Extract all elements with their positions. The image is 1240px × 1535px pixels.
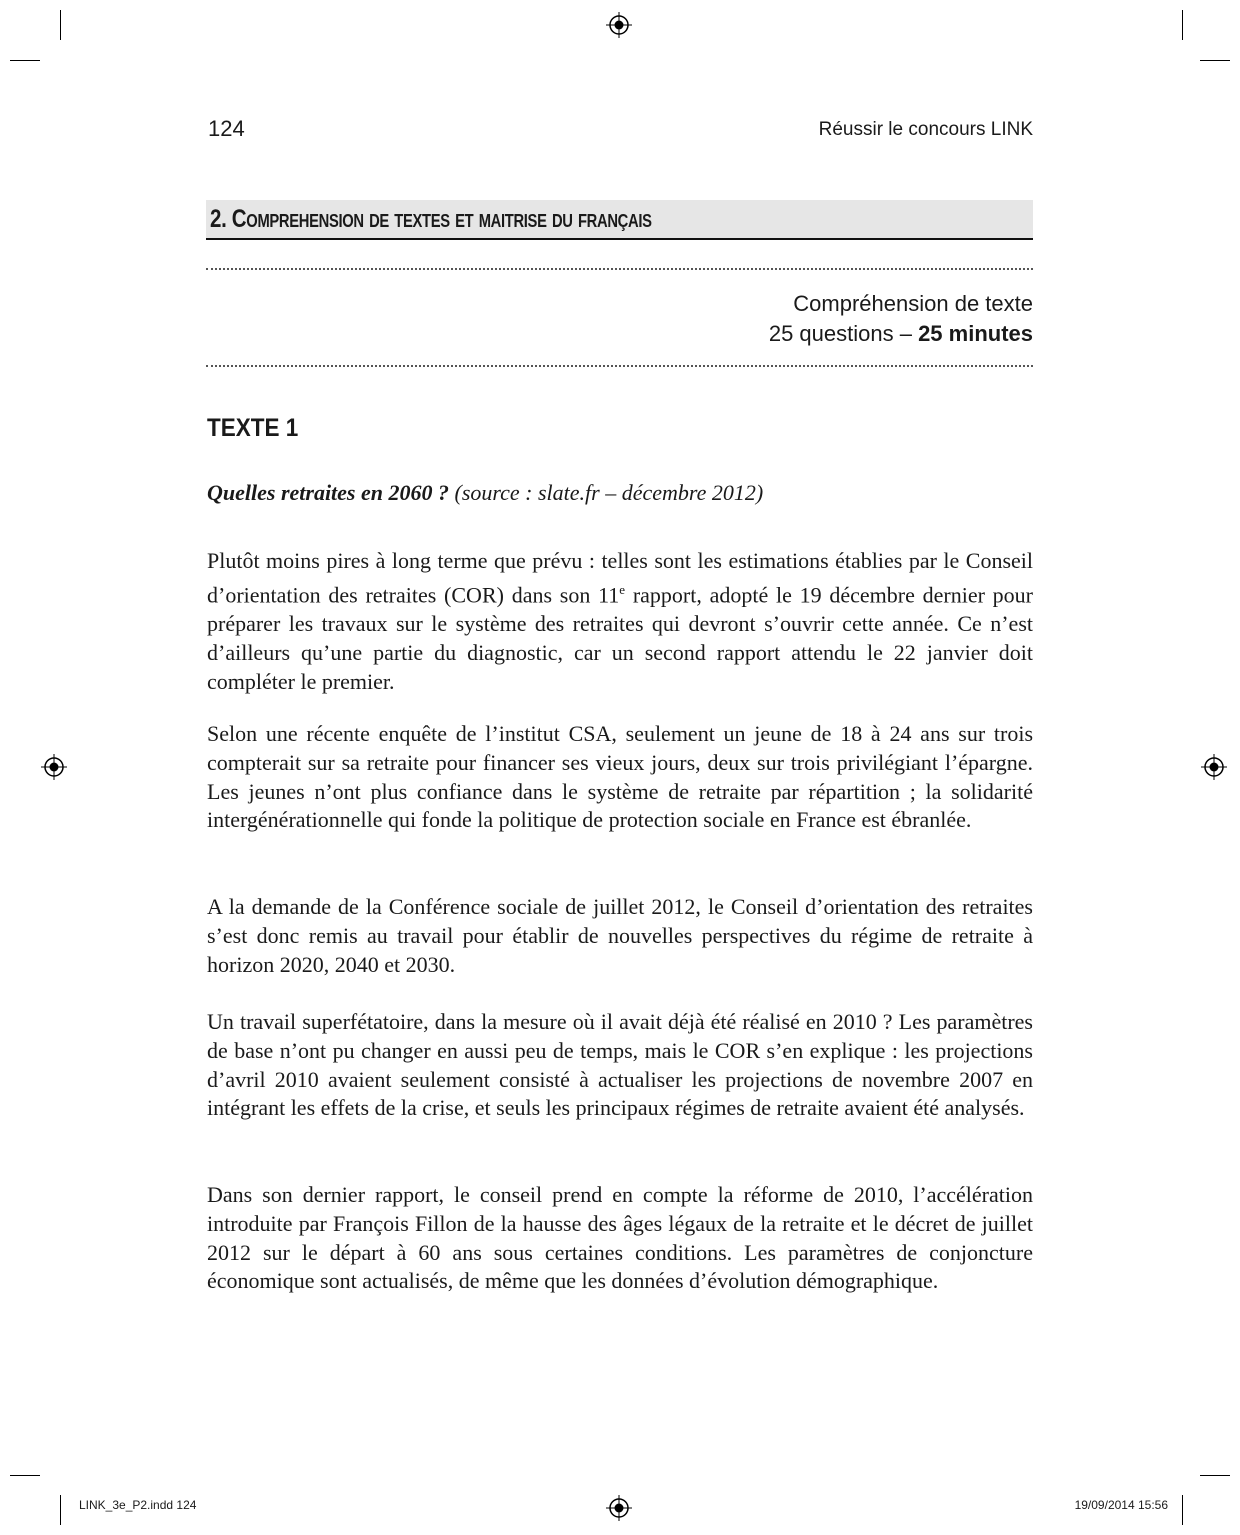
crop-mark-bottom-left-v	[60, 1495, 61, 1525]
paragraph: Plutôt moins pires à long terme que prévu : telles sont les estimations établies par le Conseil d’orientation des retraites (COR) dans son 11e rapport, adopté le 19 décembre dernier pour préparer les travaux sur le système des retraites qui devront s’ouvrir cette année. Ce n’est d’ailleurs qu’une partie du diagnostic, car un second rapport attendu le 22 janvier doit compléter le premier.	[207, 548, 1033, 694]
ordinal-suffix: e	[619, 581, 626, 597]
paragraph: Un travail superfétatoire, dans la mesure où il avait déjà été réalisé en 2010 ? Les paramètres de base n’ont pu changer en aussi peu de temps, mais le COR s’en explique : les projections d’avril 2010 avaient seulement consisté à actualiser les projections de novembre 2007 en intégrant les effets de la crise, et seuls les principaux régimes de retraite avaient été analysés.	[207, 1009, 1033, 1121]
crop-mark-bottom-left-h	[10, 1475, 40, 1476]
registration-mark-icon	[606, 12, 632, 38]
registration-mark-icon	[606, 1495, 632, 1521]
registration-mark-icon	[1201, 754, 1227, 780]
book-title: Réussir le concours LINK	[818, 119, 1033, 140]
exercise-type: Compréhension de texte	[793, 291, 1033, 316]
crop-mark-top-right-v	[1182, 10, 1183, 40]
crop-mark-top-left-h	[10, 60, 40, 61]
duration: 25 minutes	[918, 321, 1033, 346]
paragraph: Selon une récente enquête de l’institut CSA, seulement un jeune de 18 à 24 ans sur trois compterait sur sa retraite pour financer ses vieux jours, deux sur trois privilégiant l’épargne. Les jeunes n’ont plus confiance dans le système de retraite par répartition ; la solidarité intergénérationnelle qui fonde la politique de protection sociale en France est ébranlée.	[207, 721, 1033, 833]
crop-mark-top-left-v	[60, 10, 61, 40]
crop-mark-bottom-right-v	[1182, 1495, 1183, 1525]
text-heading: TEXTE 1	[207, 414, 299, 442]
section-banner	[206, 200, 1033, 240]
exercise-meta	[769, 289, 1033, 349]
article-title	[207, 480, 763, 506]
question-count: 25 questions –	[768, 321, 919, 346]
divider-dotted	[206, 365, 1033, 367]
exercise-count	[769, 319, 1033, 349]
divider-dotted	[206, 268, 1033, 270]
section-title: 2. Comprehension de textes et maitrise du français	[210, 205, 652, 233]
crop-mark-top-right-h	[1200, 60, 1230, 61]
page-number: 124	[208, 116, 245, 141]
registration-mark-icon	[41, 754, 67, 780]
article-title-main: Quelles retraites en 2060 ?	[207, 480, 449, 505]
paragraph: Dans son dernier rapport, le conseil prend en compte la réforme de 2010, l’accélération introduite par François Fillon de la hausse des âges légaux de la retraite et le décret de juillet 2012 sur le départ à 60 ans sous certaines conditions. Les paramètres de conjoncture économique sont actualisés, de même que les données d’évolution démographique.	[207, 1182, 1033, 1294]
slug-file: LINK_3e_P2.indd 124	[79, 1498, 197, 1512]
slug-date: 19/09/2014 15:56	[1074, 1498, 1168, 1512]
crop-mark-bottom-right-h	[1200, 1475, 1230, 1476]
paragraph: A la demande de la Conférence sociale de juillet 2012, le Conseil d’orientation des retraites s’est donc remis au travail pour établir de nouvelles perspectives du régime de retraite à horizon 2020, 2040 et 2030.	[207, 894, 1033, 977]
article-source: (source : slate.fr – décembre 2012)	[449, 480, 764, 505]
